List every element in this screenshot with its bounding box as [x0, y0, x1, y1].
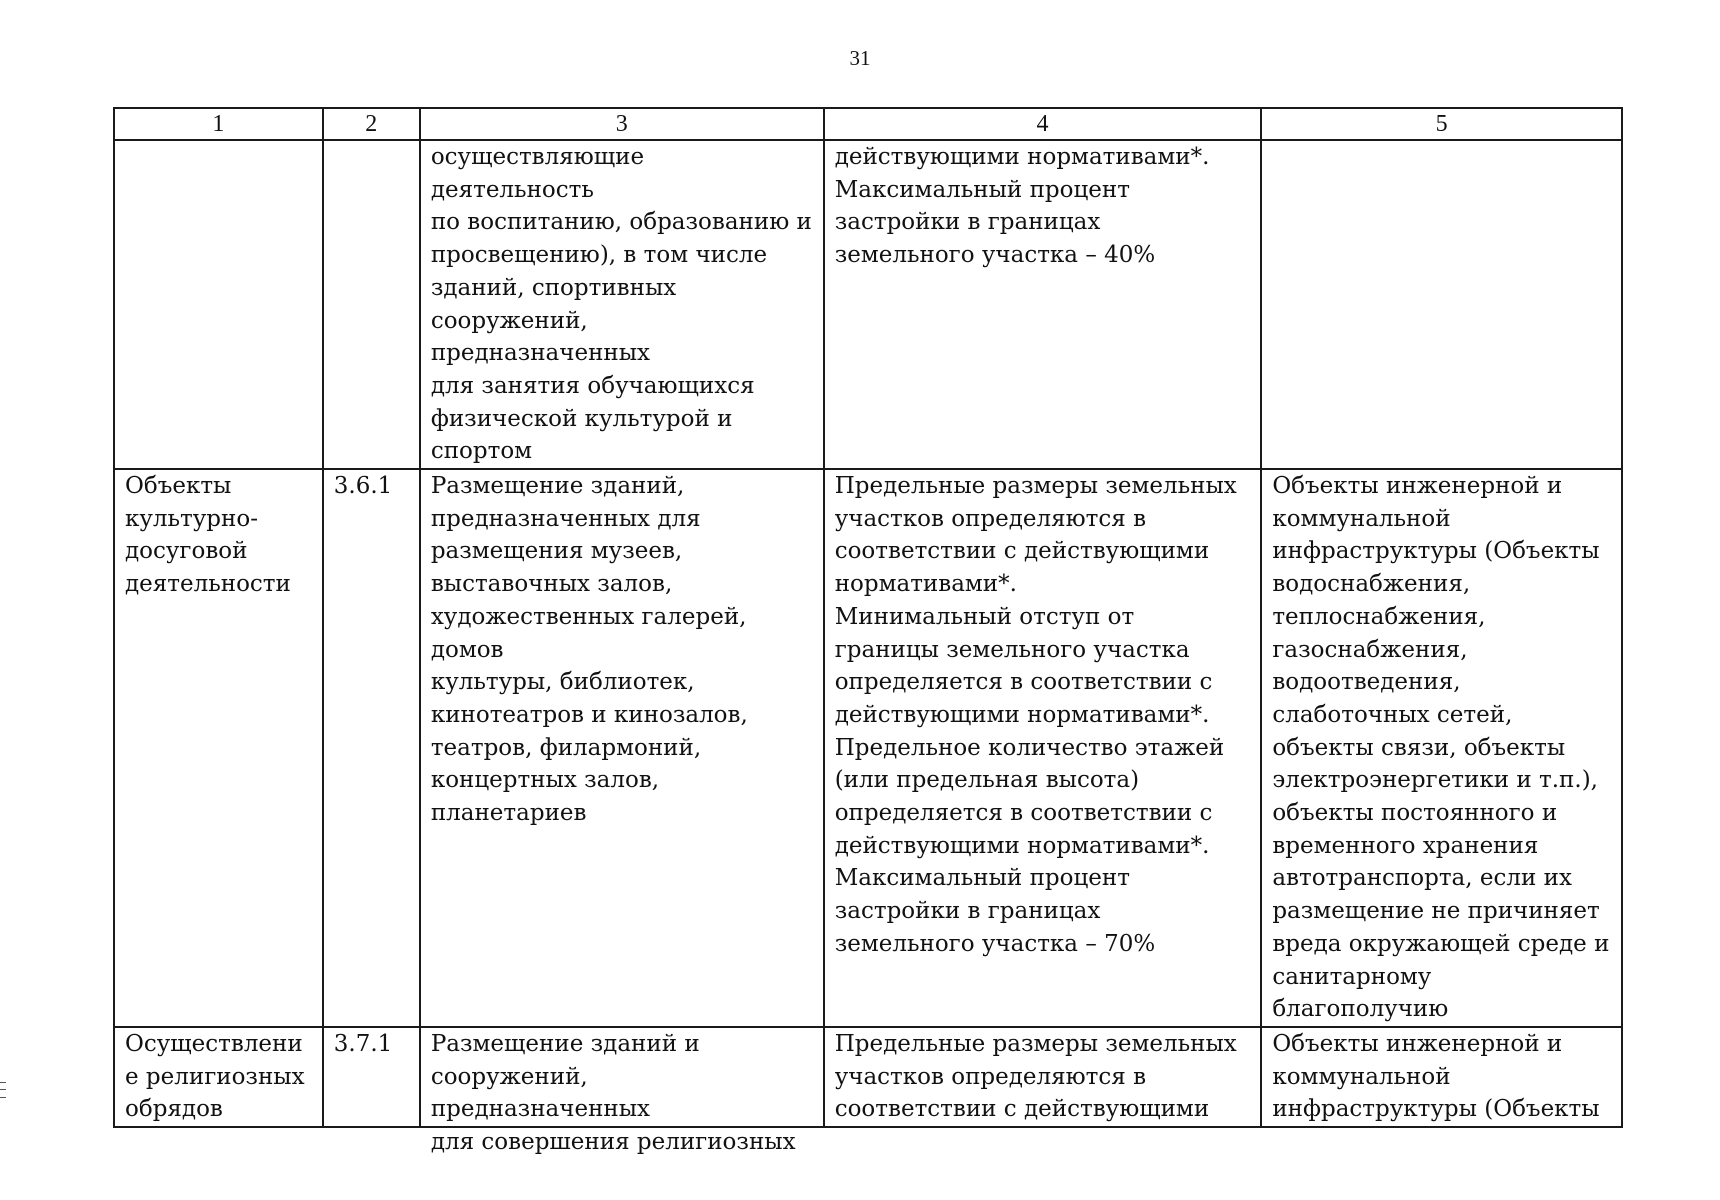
cell-name-text: Осуществлени е религиозных обрядов: [125, 1030, 305, 1123]
cell-parameters-text: Предельные размеры земельных участков определяются в соответствии с действующими: [834, 1030, 1237, 1123]
cell-description: Размещение зданий, предназначенных для размещения музеев, выставочных залов, художественных галерей, домов культуры, библиотек, кинотеатров и кинозалов, театров, филармоний, концертных залов, планетариев: [420, 469, 824, 1027]
cell-parameters: Предельные размеры земельных участков определяются в соответствии с действующими нормативами*. Минимальный отступ от границы земельного участка определяется в соответствии с действующими нормативами*. Предельное количество этажей (или предельная высота) определяется в соответствии с действующими нормативами*. Максимальный процент застройки в границах земельного участка – 70%: [824, 469, 1262, 1027]
table-row: [114, 140, 1622, 469]
column-header-4: 4: [824, 108, 1262, 140]
cell-auxiliary-text: Объекты инженерной и коммунальной инфраструктуры (Объекты: [1272, 1030, 1600, 1123]
column-header-1: 1: [114, 108, 323, 140]
column-header-5: 5: [1261, 108, 1622, 140]
cell-description-text: Размещение зданий и сооружений, предназначенных для совершения религиозных: [430, 1030, 796, 1156]
cell-parameters: действующими нормативами*. Максимальный процент застройки в границах земельного участка – 40%: [824, 140, 1262, 469]
cell-auxiliary: Объекты инженерной и коммунальной инфраструктуры (Объекты водоснабжения, теплоснабжения, газоснабжения, водоотведения, слаботочных сетей, объекты связи, объекты электроэнергетики и т.п.), объекты постоянного и временного хранения автотранспорта, если их размещение не причиняет вреда окружающей среде и санитарному благополучию: [1261, 469, 1622, 1027]
cell-name: Объекты культурно- досуговой деятельности: [114, 469, 323, 1027]
cell-auxiliary: [1261, 1027, 1622, 1127]
cell-code-text: 3.7.1: [333, 1030, 393, 1057]
table-body: [114, 140, 1622, 1156]
cell-name: [114, 1027, 323, 1127]
cell-auxiliary: [1261, 140, 1622, 469]
column-header-3: 3: [420, 108, 824, 140]
cell-code: [323, 140, 420, 469]
cell-parameters: [824, 1027, 1262, 1127]
scan-edge-mark: [0, 1082, 6, 1098]
header-row: [114, 108, 1622, 140]
cell-code: [323, 1027, 420, 1127]
page-number: 31: [849, 46, 871, 70]
cell-code: 3.6.1: [323, 469, 420, 1027]
cell-description: осуществляющие деятельность по воспитанию, образованию и просвещению), в том числе зданий, спортивных сооружений, предназначенных для занятия обучающихся физической культурой и спортом: [420, 140, 824, 469]
cell-description: [420, 1027, 824, 1156]
table-row: [114, 469, 1622, 1027]
column-header-2: 2: [323, 108, 420, 140]
table-row: [114, 1027, 1622, 1127]
regulations-table: [113, 107, 1623, 1156]
cell-name: [114, 140, 323, 469]
table-header: [114, 108, 1622, 140]
